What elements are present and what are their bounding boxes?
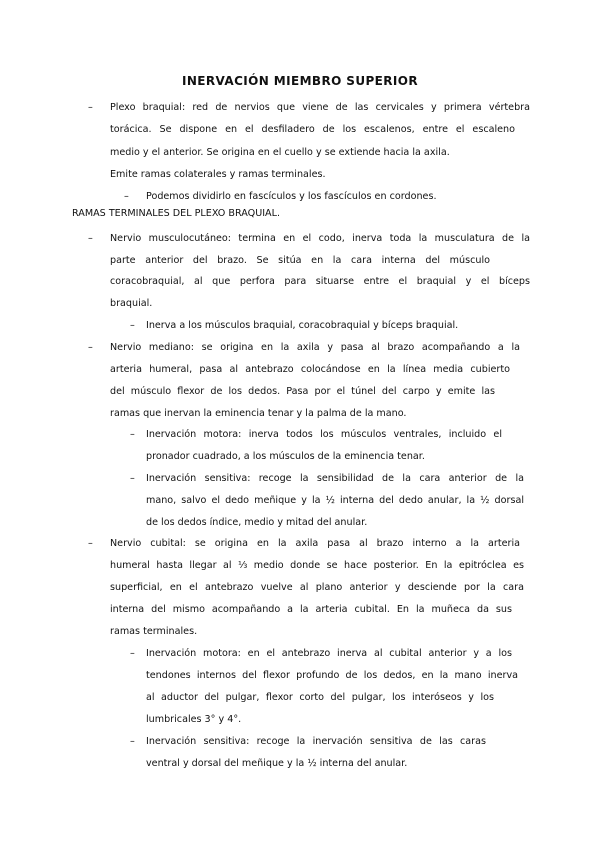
p4-line-4: interna del mismo acompañando a la arteria cubital. En la muñeca da sus [110, 604, 512, 615]
p3-sub2-line-2: mano, salvo el dedo meñique y la ½ interna del dedo anular, la ½ dorsal [146, 495, 524, 506]
p4-sub1-line-3: al aductor del pulgar, flexor corto del pulgar, los interóseos y los [146, 692, 494, 703]
p3-line-4: ramas que inervan la eminencia tenar y la palma de la mano. [110, 408, 407, 419]
p1-line-4: Emite ramas colaterales y ramas terminales. [110, 169, 326, 180]
p4-line-1: Nervio cubital: se origina en la axila pasa al brazo interno a la arteria [110, 538, 520, 549]
p1-line-2: torácica. Se dispone en el desfiladero de los escalenos, entre el escaleno [110, 124, 515, 135]
p1-line-1: Plexo braquial: red de nervios que viene de las cervicales y primera vértebra [110, 102, 530, 113]
bullet-dash: – [130, 473, 135, 484]
bullet-dash: – [88, 233, 93, 244]
p3-line-3: del músculo flexor de los dedos. Pasa por el túnel del carpo y emite las [110, 386, 495, 397]
p3-sub1-line-1: Inervación motora: inerva todos los músculos ventrales, incluido el [146, 429, 502, 440]
p2-line-4: braquial. [110, 298, 153, 309]
p3-sub2-line-3: de los dedos índice, medio y mitad del anular. [146, 517, 368, 528]
p4-sub1-line-4: lumbricales 3° y 4°. [146, 714, 242, 725]
bullet-dash: – [130, 736, 135, 747]
p1-sub-line-1: Podemos dividirlo en fascículos y los fascículos en cordones. [146, 191, 437, 202]
p4-line-5: ramas terminales. [110, 626, 198, 637]
p2-line-1: Nervio musculocutáneo: termina en el codo, inerva toda la musculatura de la [110, 233, 530, 244]
bullet-dash: – [130, 320, 135, 331]
p3-line-1: Nervio mediano: se origina en la axila y pasa al brazo acompañando a la [110, 342, 520, 353]
p4-sub1-line-2: tendones internos del flexor profundo de los dedos, en la mano inerva [146, 670, 518, 681]
p3-sub2-line-1: Inervación sensitiva: recoge la sensibilidad de la cara anterior de la [146, 473, 524, 484]
bullet-dash: – [88, 342, 93, 353]
bullet-dash: – [88, 102, 93, 113]
p4-sub1-line-1: Inervación motora: en el antebrazo inerva al cubital anterior y a los [146, 648, 512, 659]
p2-line-2: parte anterior del brazo. Se sitúa en la cara interna del músculo [110, 255, 490, 266]
p4-sub2-line-2: ventral y dorsal del meñique y la ½ interna del anular. [146, 758, 408, 769]
section-heading: RAMAS TERMINALES DEL PLEXO BRAQUIAL. [72, 208, 281, 219]
p4-line-2: humeral hasta llegar al ⅓ medio donde se hace posterior. En la epitróclea es [110, 560, 524, 571]
p2-line-3: coracobraquial, al que perfora para situarse entre el braquial y el bíceps [110, 276, 530, 287]
bullet-dash: – [124, 191, 129, 202]
bullet-dash: – [88, 538, 93, 549]
p2-sub-line-1: Inerva a los músculos braquial, coracobraquial y bíceps braquial. [146, 320, 459, 331]
p3-sub1-line-2: pronador cuadrado, a los músculos de la eminencia tenar. [146, 451, 425, 462]
p1-line-3: medio y el anterior. Se origina en el cuello y se extiende hacia la axila. [110, 147, 450, 158]
p4-line-3: superficial, en el antebrazo vuelve al plano anterior y desciende por la cara [110, 582, 524, 593]
bullet-dash: – [130, 648, 135, 659]
bullet-dash: – [130, 429, 135, 440]
p3-line-2: arteria humeral, pasa al antebrazo colocándose en la línea media cubierto [110, 364, 510, 375]
p4-sub2-line-1: Inervación sensitiva: recoge la inervación sensitiva de las caras [146, 736, 486, 747]
page-title: INERVACIÓN MIEMBRO SUPERIOR [181, 74, 419, 88]
